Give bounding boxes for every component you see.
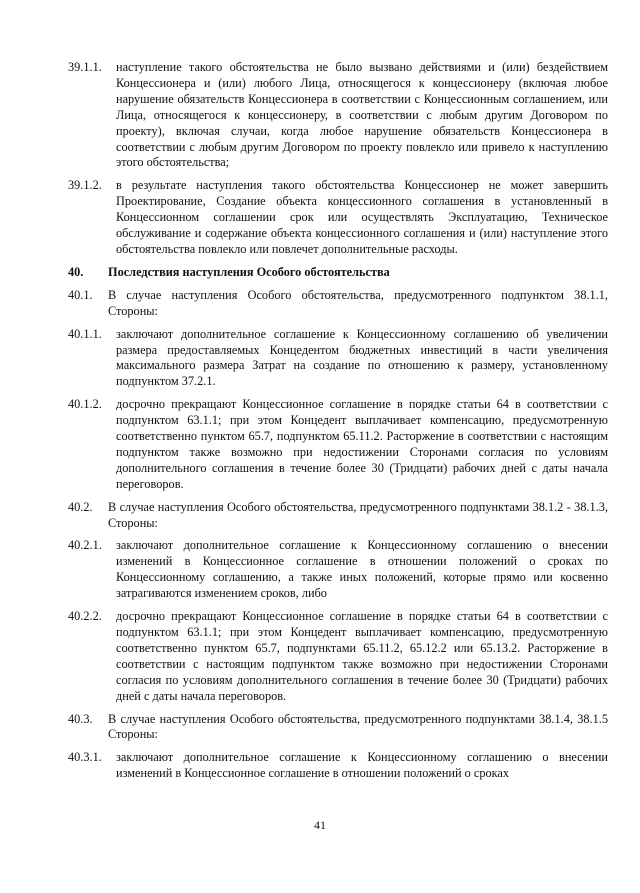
clause-40-1-1: [68, 327, 608, 391]
clause-text: В случае наступления Особого обстоятельства, предусмотренного подпунктами 38.1.2 - 38.1.3, Стороны:: [108, 499, 608, 530]
clause-text: в результате наступления такого обстоятельства Концессионер не может завершить Проектирование, Создание объекта концессионного соглашения в установленный в Концессионном соглашении срок или осуществлять Эксплуатацию, Техническое обслуживание и содержание объекта концессионного соглашения и (или) наступление этого обстоятельства повлекло или повлечет дополнительные расходы.: [116, 178, 608, 256]
clause-40-2-1: [68, 538, 608, 602]
document-page: [68, 60, 608, 789]
clause-number: 40.1.1.: [68, 326, 102, 341]
clause-40-2: [68, 500, 608, 532]
clause-text: наступление такого обстоятельства не было вызвано действиями и (или) бездействием Концессионера и (или) любого Лица, относящегося к концессионеру (включая любое нарушение обязательств Концессионера в соответствии с Концессионным соглашением, или Лица, относящегося к концессионеру, в соответствии с любым другим Договором по проекту), включая случаи, когда любое нарушение обязательств Концессионера в соответствии с любым другим Договором по проекту повлекло или привело к наступлению этого обстоятельства;: [116, 60, 608, 170]
clause-39-1-2: [68, 178, 608, 258]
clause-40-2-2: [68, 609, 608, 704]
clause-number: 40.2.1.: [68, 538, 102, 553]
section-heading-40: [68, 265, 608, 281]
clause-number: 39.1.1.: [68, 60, 102, 74]
clause-text: заключают дополнительное соглашение к Концессионному соглашению о внесении изменений в Концессионное соглашение в отношении положений о сроках по Концессионному соглашению, а также иных положений, которые прямо или косвенно затрагиваются изменением сроков, либо: [116, 538, 608, 601]
clause-number: 40.3.: [68, 711, 93, 726]
clause-text: досрочно прекращают Концессионное соглашение в порядке статьи 64 в соответствии с подпунктом 63.1.1; при этом Концедент выплачивает компенсацию, предусмотренную соответственно пунктом 65.7, подпунктами 65.11.2, 65.12.2 или 65.13.2. Расторжение в соответствии с настоящим подпунктом также возможно при недостижении Сторонами согласия по условиям дополнительного соглашения в течение более 30 (Тридцати) рабочих дней с даты начала переговоров.: [116, 609, 608, 703]
page-number: 41: [314, 818, 326, 832]
clause-40-1: [68, 288, 608, 320]
clause-text: досрочно прекращают Концессионное соглашение в порядке статьи 64 в соответствии с подпунктом 63.1.1; при этом Концедент выплачивает компенсацию, предусмотренную соответственно пунктом 65.7, подпунктом 65.11.2. Расторжение в соответствии с настоящим подпунктом также возможно при недостижении Сторонами согласия по условиям дополнительного соглашения в течение более 30 (Тридцати) рабочих дней с даты начала переговоров.: [116, 397, 608, 491]
clause-text: заключают дополнительное соглашение к Концессионному соглашению об увеличении размера предоставляемых Концедентом бюджетных инвестиций в части увеличения максимального размера Затрат на создание по отношению к размеру, установленному подпунктом 37.2.1.: [116, 326, 608, 389]
clause-number: 40.2.: [68, 499, 93, 514]
clause-number: 40.1.: [68, 287, 93, 302]
clause-number: 39.1.2.: [68, 178, 102, 193]
clause-text: заключают дополнительное соглашение к Концессионному соглашению о внесении изменений в Концессионное соглашение в отношении положений о сроках: [116, 750, 608, 781]
clause-text: В случае наступления Особого обстоятельства, предусмотренного подпунктом 38.1.1, Стороны:: [108, 287, 608, 318]
clause-40-3-1: [68, 750, 608, 782]
clause-39-1-1: [68, 60, 608, 171]
clause-text: В случае наступления Особого обстоятельства, предусмотренного подпунктами 38.1.4, 38.1.5 Стороны:: [108, 711, 608, 742]
clause-number: 40.3.1.: [68, 750, 102, 765]
section-number: 40.: [68, 264, 84, 279]
section-title: Последствия наступления Особого обстоятельства: [108, 264, 390, 279]
clause-number: 40.2.2.: [68, 609, 102, 624]
clause-40-1-2: [68, 397, 608, 492]
clause-number: 40.1.2.: [68, 397, 102, 412]
clause-40-3: [68, 712, 608, 744]
